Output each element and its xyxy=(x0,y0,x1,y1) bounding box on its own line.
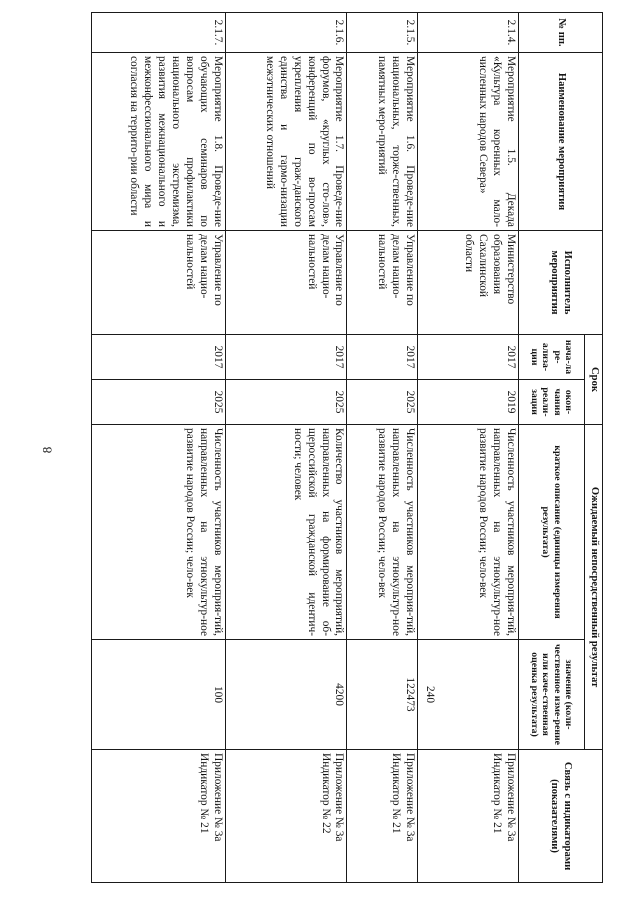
row-executor: Управление по делам нацио-нальностей xyxy=(347,231,418,335)
row-value: 4200 xyxy=(225,640,347,750)
header-result: Ожидаемый непосредственный результат xyxy=(585,425,603,750)
rotated-page-content xyxy=(91,12,603,882)
row-end: 2025 xyxy=(347,380,418,425)
row-end: 2019 xyxy=(418,380,519,425)
row-description: Численность участников мероприя-тий, направленных на этнокультур-ное развитие народов России; чело-век xyxy=(92,425,226,640)
row-start: 2017 xyxy=(347,335,418,380)
header-result-value: значение (коли-чественное изме-рение или каче-ственная оценка результата) xyxy=(519,640,585,750)
row-number: 2.1.7. xyxy=(92,13,226,53)
row-number: 2.1.6. xyxy=(225,13,347,53)
activities-table xyxy=(91,12,603,883)
header-link: Связь с индикаторами (показателями) xyxy=(519,750,603,883)
header-executor: Исполнитель мероприятия xyxy=(519,231,603,335)
row-executor: Министерство образования Сахалинской области xyxy=(418,231,519,335)
row-name: Мероприятие 1.5. Декада «Культура коренных мало-численных народов Севера» xyxy=(418,53,519,231)
header-term: Срок xyxy=(585,335,603,425)
table-row xyxy=(225,13,347,883)
row-executor: Управление по делам нацио-нальностей xyxy=(225,231,347,335)
header-number: № пп. xyxy=(519,13,603,53)
row-start: 2017 xyxy=(418,335,519,380)
row-link: Приложение № 3а Индикатор № 21 xyxy=(92,750,226,883)
row-number: 2.1.5. xyxy=(347,13,418,53)
row-link: Приложение № 3а Индикатор № 21 xyxy=(418,750,519,883)
row-value: 100 xyxy=(92,640,226,750)
page-number: 8 xyxy=(39,446,55,454)
row-value: 122473 xyxy=(347,640,418,750)
row-description: Численность участников мероприя-тий, направленных на этнокультур-ное развитие народов России; чело-век xyxy=(418,425,519,640)
row-link: Приложение № 3а Индикатор № 21 xyxy=(347,750,418,883)
row-end: 2025 xyxy=(92,380,226,425)
row-description: Численность участников мероприя-тий, направленных на этнокультур-ное развитие народов России; чело-век xyxy=(347,425,418,640)
row-start: 2017 xyxy=(92,335,226,380)
row-link: Приложение № 3а Индикатор № 22 xyxy=(225,750,347,883)
row-name: Мероприятие 1.6. Проведе-ние национальных, торже-ственных, памятных меро-приятий xyxy=(347,53,418,231)
row-start: 2017 xyxy=(225,335,347,380)
row-executor: Управление по делам нацио-нальностей xyxy=(92,231,226,335)
row-description: Количество участников мероприятий, направленных на формирование об-щероссийской гражданской идентич-ности; человек xyxy=(225,425,347,640)
row-end: 2025 xyxy=(225,380,347,425)
header-term-end: окон-чания реали-зации xyxy=(519,380,585,425)
table-row xyxy=(92,13,226,883)
header-term-start: нача-ла ре-ализа-ции xyxy=(519,335,585,380)
row-number: 2.1.4. xyxy=(418,13,519,53)
row-value: 240 xyxy=(418,640,519,750)
header-name: Наименование мероприятия xyxy=(519,53,603,231)
row-name: Мероприятие 1.8. Проведе-ние обучающих семинаров по вопросам профилактики национального экстремизма, развития межнационального и межконфессионального мира и согласия на террито-рии области xyxy=(92,53,226,231)
table-row xyxy=(347,13,418,883)
header-result-description: краткое описание (единицы измерения результата) xyxy=(519,425,585,640)
table-row xyxy=(418,13,519,883)
row-name: Мероприятие 1.7. Проведе-ние форумов, «круглых сто-лов», конференций по во-просам укрепления граж-данского единства и гармо-низации межэтнических отношений xyxy=(225,53,347,231)
